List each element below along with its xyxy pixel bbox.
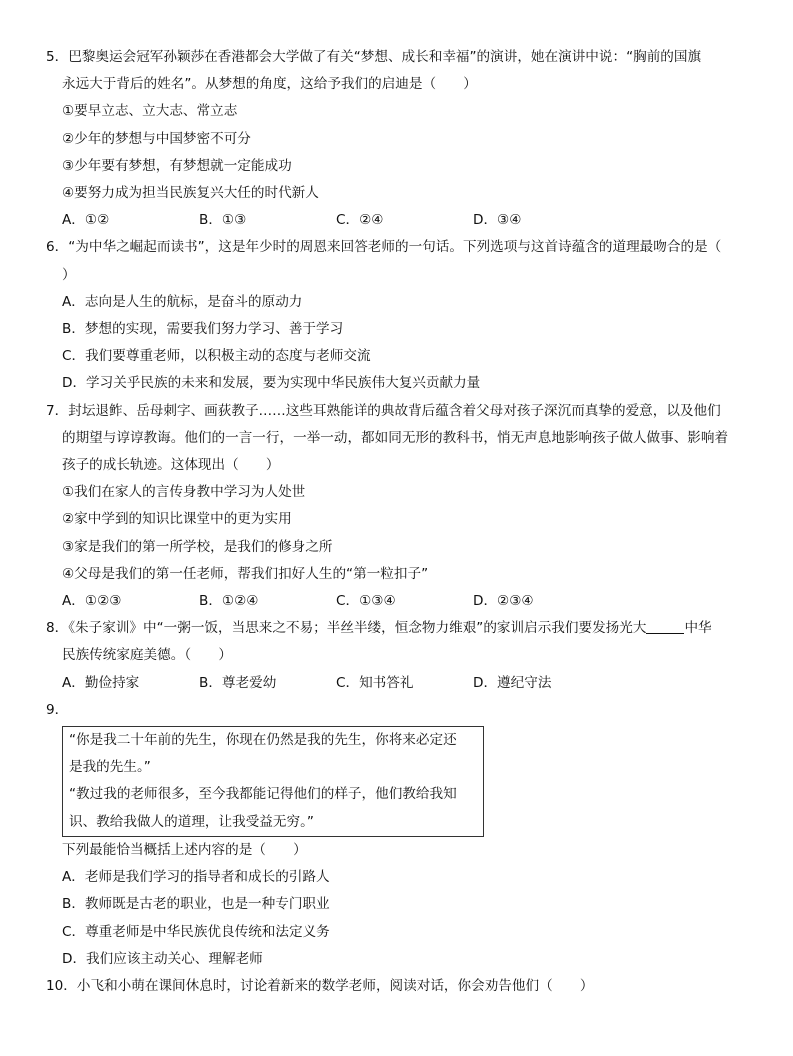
question-8 [46,615,758,697]
q5-item-1: ①要早立志、立大志、常立志 [62,103,238,120]
q9-option-d[interactable]: D．我们应该主动关心、理解老师 [62,950,263,967]
question-10 [46,973,758,1000]
question-9 [46,697,758,973]
q9-quote-line-3: “教过我的老师很多，至今我都能记得他们的样子，他们教给我知 [69,786,457,803]
q5-stem-line-1: 5．巴黎奥运会冠军孙颖莎在香港都会大学做了有关“梦想、成长和幸福”的演讲，她在演讲中说：“胸前的国旗 [46,49,702,65]
q5-stem-line-2: 永远大于背后的姓名”。从梦想的角度，这给予我们的启迪是（ ） [62,76,477,93]
q9-option-c[interactable]: C．尊重老师是中华民族优良传统和法定义务 [62,923,330,940]
q7-item-1: ①我们在家人的言传身教中学习为人处世 [62,484,306,501]
q5-options [46,207,758,234]
q5-item-2: ②少年的梦想与中国梦密不可分 [62,130,251,147]
q6-stem-line-1: 6．“为中华之崛起而读书”，这是年少时的周恩来回答老师的一句话。下列选项与这首诗蕴含的道理最吻合的是（ [46,239,722,256]
q5-option-b[interactable]: B．①③ [199,212,247,229]
q7-stem-line-2: 的期望与谆谆教诲。他们的一言一行，一举一动，都如同无形的教科书，悄无声息地影响孩子做人做事、影响着 [62,429,729,446]
q7-option-a[interactable]: A．①②③ [62,593,122,610]
q5-option-d[interactable]: D．③④ [473,212,522,229]
q6-option-c[interactable]: C．我们要尊重老师，以积极主动的态度与老师交流 [62,348,371,365]
q5-item-3: ③少年要有梦想，有梦想就一定能成功 [62,157,292,174]
q8-option-c[interactable]: C．知书答礼 [336,674,414,691]
q7-stem-line-3: 孩子的成长轨迹。这体现出（ ） [62,457,280,474]
q7-option-d[interactable]: D．②③④ [473,593,534,610]
q8-option-d[interactable]: D．遵纪守法 [473,674,552,691]
q5-item-4: ④要努力成为担当民族复兴大任的时代新人 [62,185,319,202]
q7-options [46,588,758,615]
q6-option-d[interactable]: D．学习关乎民族的未来和发展，要为实现中华民族伟大复兴贡献力量 [62,375,481,392]
q9-number: 9． [46,701,69,718]
question-7 [46,398,758,616]
q8-option-b[interactable]: B．尊老爱幼 [199,674,277,691]
q6-stem-line-2: ） [62,266,76,283]
q8-options [46,670,758,697]
q7-stem-line-1: 7．封坛退鲊、岳母刺字、画荻教子……这些耳熟能详的典故背后蕴含着父母对孩子深沉而真挚的爱意，以及他们 [46,402,721,419]
q8-option-a[interactable]: A．勤俭持家 [62,674,140,691]
q8-fill-blank[interactable] [646,619,684,634]
q8-stem-line-2: 民族传统家庭美德。（ ） [62,647,232,664]
q6-option-a[interactable]: A．志向是人生的航标，是奋斗的原动力 [62,293,303,310]
q7-item-2: ②家中学到的知识比课堂中的更为实用 [62,511,292,528]
q5-option-c[interactable]: C．②④ [336,212,384,229]
q8-stem-part-b: 中华 [684,620,712,637]
exam-page [46,44,758,1000]
q7-option-b[interactable]: B．①②④ [199,593,259,610]
question-5 [46,44,758,234]
q8-stem-part-a: 8．《朱子家训》中“一粥一饭，当思来之不易；半丝半缕，恒念物力维艰”的家训启示我们要发扬光大 [46,620,647,637]
q7-item-4: ④父母是我们的第一任老师，帮我们扣好人生的“第一粒扣子” [62,565,429,582]
q9-quote-line-2: 是我的先生。” [69,759,151,776]
q9-option-b[interactable]: B．教师既是古老的职业，也是一种专门职业 [62,896,330,913]
q8-stem-line-1 [46,615,758,642]
q5-option-a[interactable]: A．①② [62,212,110,229]
q6-option-b[interactable]: B．梦想的实现，需要我们努力学习、善于学习 [62,321,344,338]
q9-option-a[interactable]: A．老师是我们学习的指导者和成长的引路人 [62,869,330,886]
q9-quote-line-4: 识、教给我做人的道理，让我受益无穷。” [69,813,314,830]
question-6 [46,234,758,397]
q9-quote-box [62,726,484,837]
q7-item-3: ③家是我们的第一所学校，是我们的修身之所 [62,538,333,555]
q7-option-c[interactable]: C．①③④ [336,593,396,610]
q9-quote-line-1: “你是我二十年前的先生，你现在仍然是我的先生，你将来必定还 [69,732,457,749]
q9-stem: 下列最能恰当概括上述内容的是（ ） [62,841,307,858]
q10-stem: 10．小飞和小萌在课间休息时，讨论着新来的数学老师，阅读对话，你会劝告他们（ ） [46,977,594,994]
